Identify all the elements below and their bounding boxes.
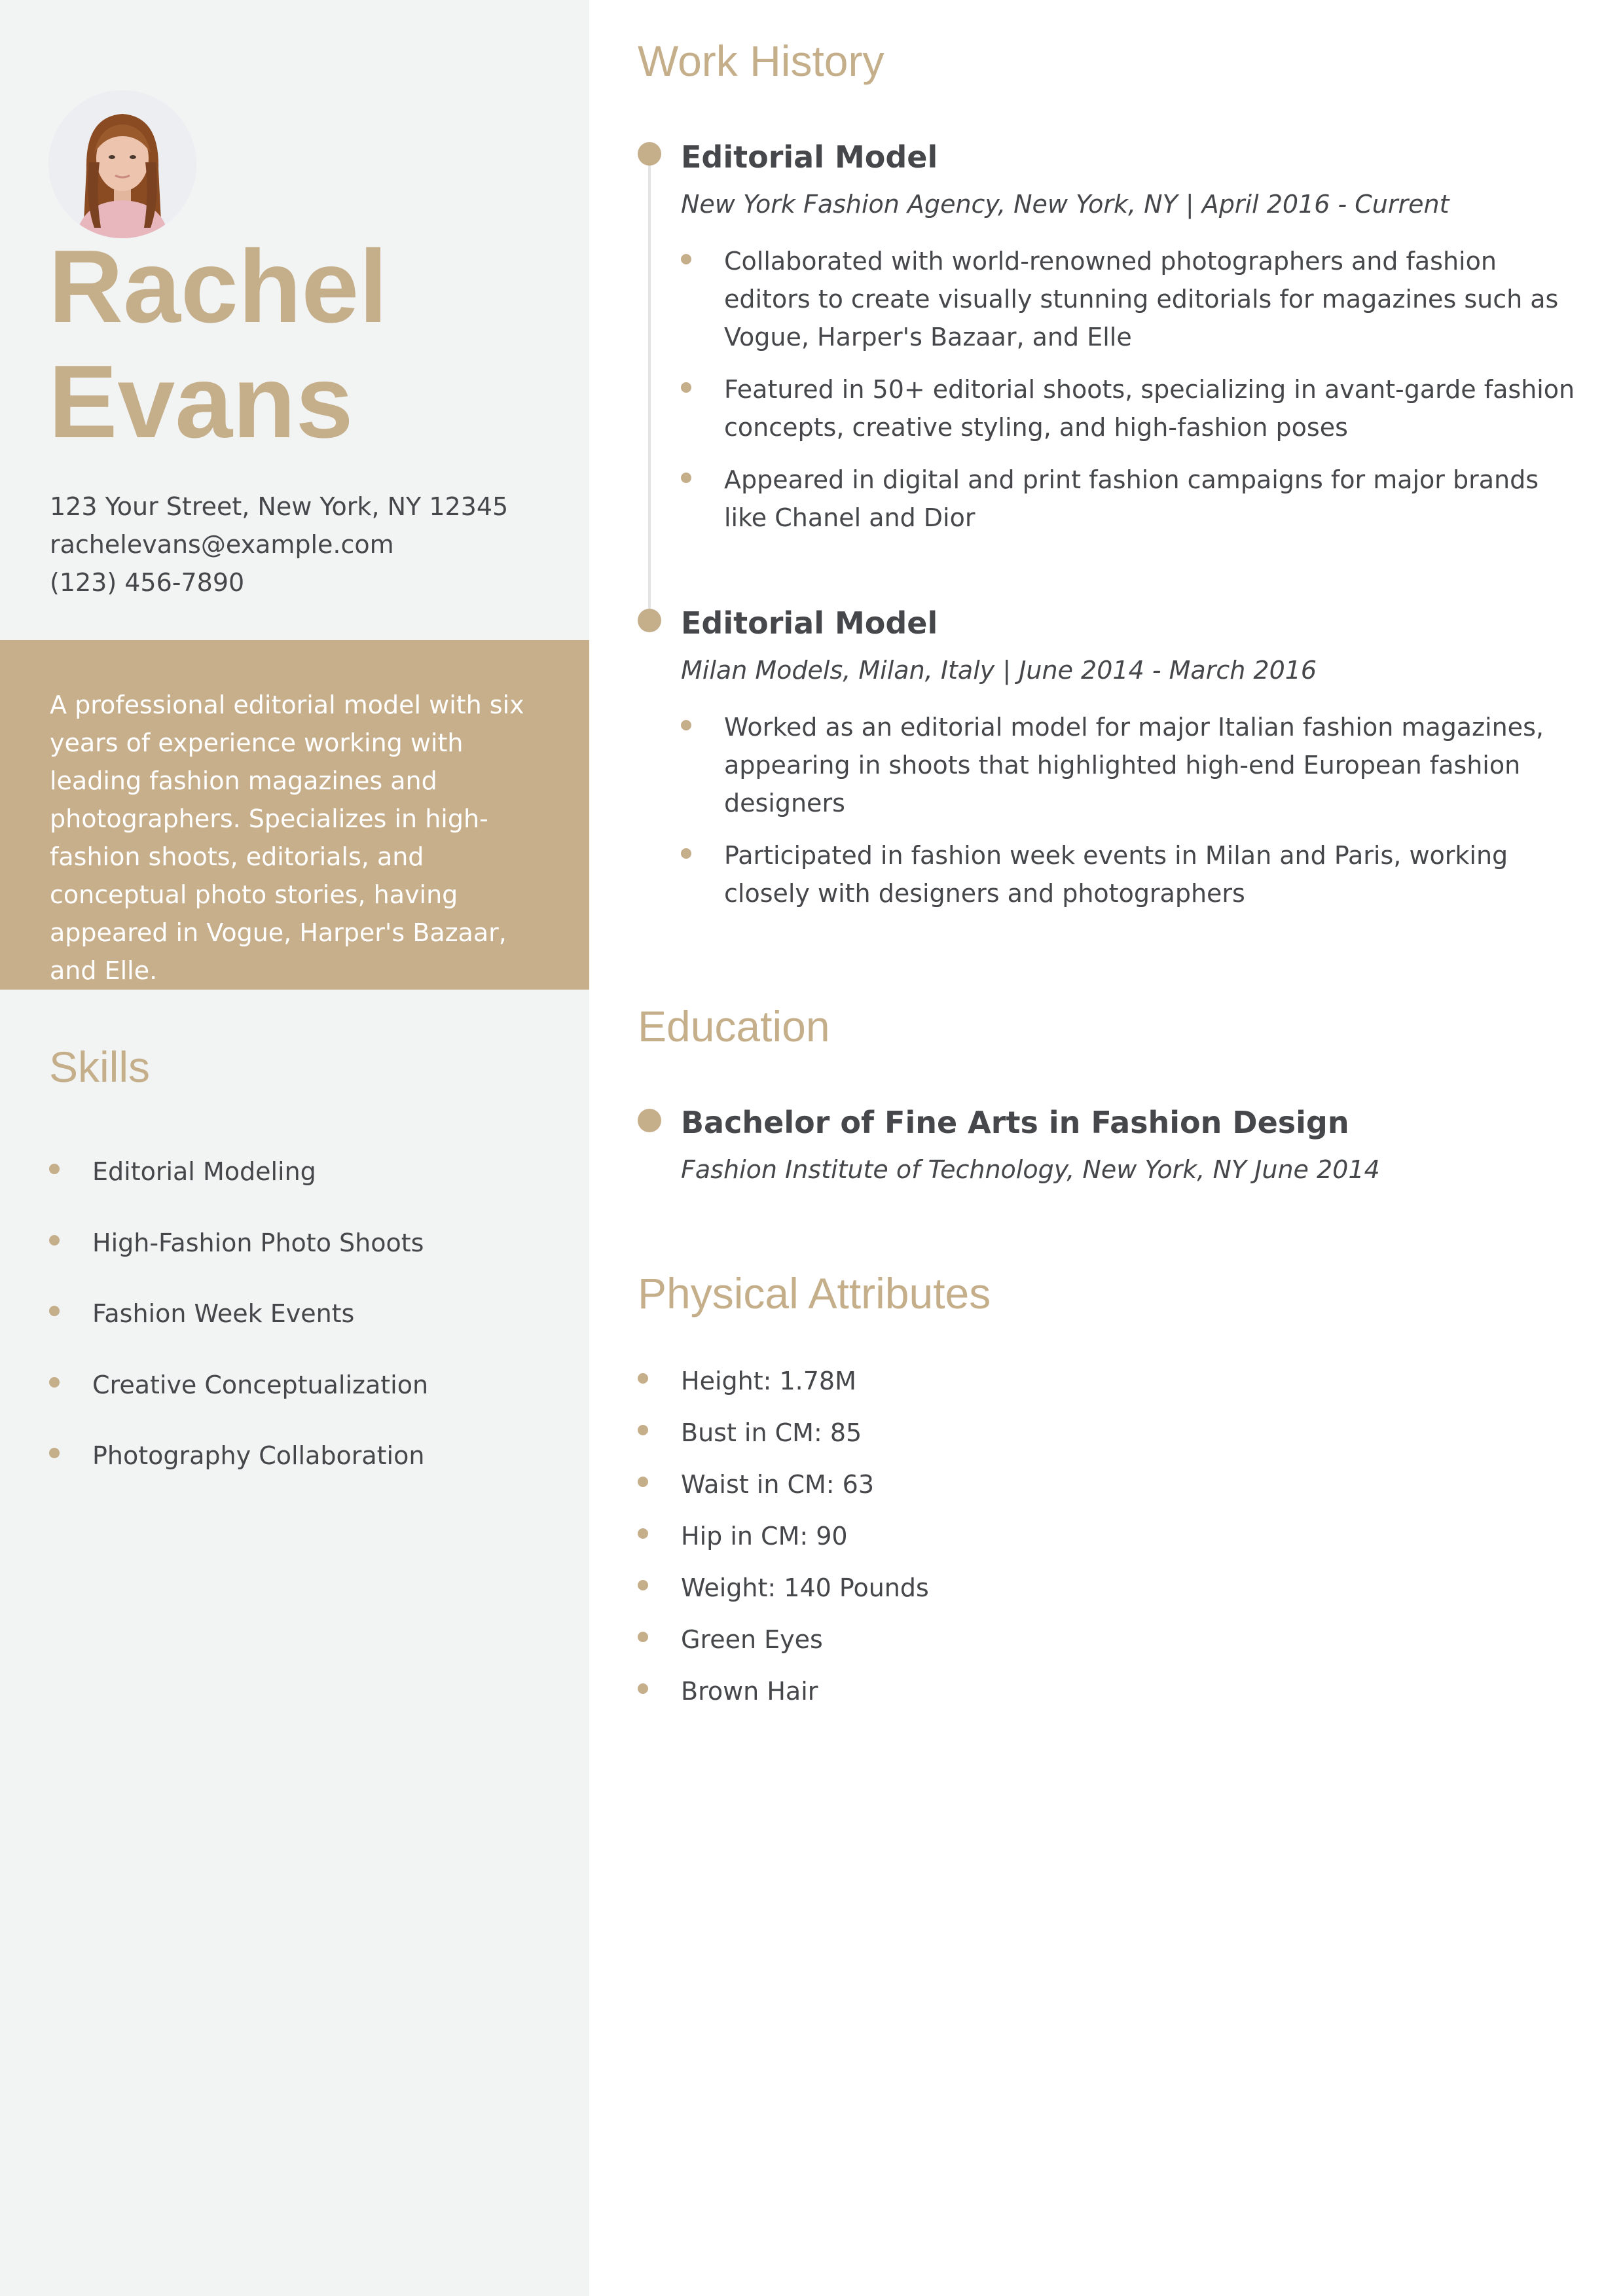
bullet-icon [49,1235,60,1246]
bullet-icon [49,1377,60,1388]
attribute-text: Weight: 140 Pounds [681,1573,929,1602]
bullet-icon [638,1683,648,1694]
bullet-text: Worked as an editorial model for major Italian fashion magazines, appearing in shoots that highlighted high-end European fashion designers [724,713,1544,817]
bullet-text: Featured in 50+ editorial shoots, specializing in avant-garde fashion concepts, creative styling, and high-fashion poses [724,375,1575,442]
phone: (123) 456-7890 [50,568,245,597]
attribute-text: Green Eyes [681,1625,823,1654]
list-item [49,1295,428,1367]
skills-list [49,1153,428,1509]
avatar [48,90,196,238]
job-entry [681,137,1587,551]
list-item [49,1367,428,1438]
job-title: Editorial Model [681,605,938,641]
skill-label: Editorial Modeling [92,1157,316,1186]
list-item [681,836,1587,912]
list-item [638,1570,929,1621]
list-item [638,1466,929,1518]
attribute-text: Bust in CM: 85 [681,1418,862,1447]
candidate-name [48,229,388,459]
job-entry [681,603,1587,927]
education-meta: Fashion Institute of Technology, New York, NY June 2014 [681,1155,1380,1184]
list-item [49,1153,428,1225]
job-bullets [681,242,1587,537]
bullet-icon [681,473,691,483]
skill-label: Creative Conceptualization [92,1370,429,1399]
timeline-dot-icon [638,609,661,632]
sidebar [0,0,589,2296]
job-bullets [681,708,1587,912]
bullet-text: Appeared in digital and print fashion campaigns for major brands like Chanel and Dior [724,465,1539,532]
skill-label: Fashion Week Events [92,1299,355,1328]
degree: Bachelor of Fine Arts in Fashion Design [681,1105,1349,1140]
list-item [638,1621,929,1673]
bullet-icon [638,1580,648,1590]
bullet-icon [49,1306,60,1316]
list-item [638,1518,929,1570]
bullet-icon [638,1373,648,1384]
work-history-heading: Work History [638,37,884,85]
list-item [49,1225,428,1296]
attribute-text: Height: 1.78M [681,1367,856,1395]
bullet-icon [681,720,691,730]
attribute-text: Hip in CM: 90 [681,1522,848,1551]
list-item [638,1363,929,1414]
bullet-icon [681,382,691,393]
skills-heading: Skills [49,1043,151,1091]
timeline-dot-icon [638,142,661,166]
email: rachelevans@example.com [50,530,394,559]
summary-band [0,640,589,990]
bullet-icon [49,1448,60,1458]
list-item [681,708,1587,822]
first-name: Rachel [48,229,388,344]
bullet-text: Collaborated with world-renowned photographers and fashion editors to create visually stunning editorials for magazines such as Vogue, Harper's Bazaar, and Elle [724,247,1559,351]
attribute-text: Waist in CM: 63 [681,1470,875,1499]
bullet-icon [681,254,691,264]
list-item [681,461,1587,537]
summary-text: A professional editorial model with six years of experience working with leading fashion magazines and photographers. Specializes in high-fashion shoots, editorials, and conceptual photo stories, having appeared in Vogue, Harper's Bazaar, and Elle. [50,691,524,985]
job-title: Editorial Model [681,139,938,175]
physical-attributes-heading: Physical Attributes [638,1269,991,1318]
job-meta: New York Fashion Agency, New York, NY | April 2016 - Current [681,190,1450,219]
bullet-icon [638,1477,648,1487]
bullet-text: Participated in fashion week events in Milan and Paris, working closely with designers and photographers [724,841,1508,908]
job-meta: Milan Models, Milan, Italy | June 2014 - March 2016 [681,656,1317,685]
education-heading: Education [638,1002,830,1050]
education-entry [681,1103,1587,1188]
address: 123 Your Street, New York, NY 12345 [50,492,509,521]
last-name: Evans [48,344,354,459]
bullet-icon [638,1528,648,1539]
bullet-icon [49,1164,60,1174]
skill-label: Photography Collaboration [92,1441,425,1470]
list-item [681,370,1587,446]
attribute-text: Brown Hair [681,1677,818,1706]
timeline-line [648,152,651,613]
list-item [638,1673,929,1725]
contact-info [50,488,508,601]
skill-label: High-Fashion Photo Shoots [92,1228,424,1257]
list-item [681,242,1587,356]
bullet-icon [638,1425,648,1435]
timeline-dot-icon [638,1109,661,1132]
portrait-photo [48,90,196,238]
bullet-icon [681,848,691,859]
bullet-icon [638,1632,648,1642]
attributes-list [638,1363,929,1725]
list-item [49,1437,428,1509]
list-item [638,1414,929,1466]
